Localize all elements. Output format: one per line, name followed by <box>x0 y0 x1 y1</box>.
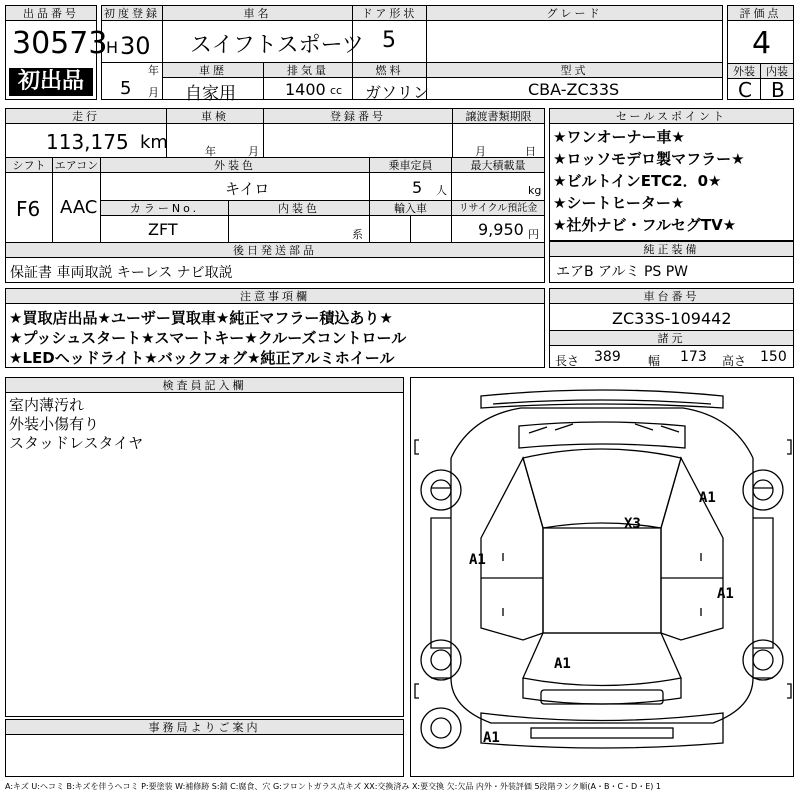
fuel-value: ガソリン <box>365 83 430 102</box>
inspector-box <box>5 377 404 717</box>
car-diagram-box <box>410 377 794 777</box>
capacity-label: 乗車定員 <box>370 158 451 173</box>
damage-mark: A1 <box>469 552 486 568</box>
damage-mark: A1 <box>699 490 716 506</box>
sales-point-item: ★ワンオーナー車★ <box>553 128 685 146</box>
load-unit: kg <box>528 184 542 197</box>
note-line: ★LEDヘッドライト★バックフォグ★純正アルミホイール <box>9 349 395 367</box>
sales-point-item: ★ロッソモデロ製マフラー★ <box>553 150 745 168</box>
door-value: 5 <box>382 28 396 53</box>
later-value: 保証書 車両取説 キーレス ナビ取説 <box>10 265 233 281</box>
door-label: ドア形状 <box>353 6 426 21</box>
load-label: 最大積載量 <box>452 158 544 173</box>
history-value: 自家用 <box>185 84 236 104</box>
inspector-line: 外装小傷有り <box>9 415 100 433</box>
height-value: 150 <box>760 349 787 365</box>
legend: A:キズ U:ヘコミ B:キズを伴うヘコミ P:要塗装 W:補修跡 S:錆 C:腐食、穴 G:フロントガラス点キズ XX:交換済み X:要交換 欠:欠品 内外・外装評価 5段階ランク順(A・B・C・D・E) 1 <box>5 782 662 791</box>
aircon-value: AAC <box>60 197 98 218</box>
color-value: キイロ <box>225 180 270 198</box>
damage-mark: A1 <box>483 730 500 746</box>
grade-label: グレード <box>427 6 722 21</box>
note-line: ★プッシュスタート★スマートキー★クルーズコントロール <box>9 329 407 347</box>
reg-era: H <box>106 38 119 57</box>
recycle-unit: 円 <box>528 228 539 241</box>
reg-month: 5 <box>120 78 132 99</box>
office-box <box>5 719 404 777</box>
sales-point-item: ★ビルトインETC2．0★ <box>553 172 722 190</box>
lot-label: 出品番号 <box>6 6 96 21</box>
color-label: 外装色 <box>101 158 369 173</box>
capacity-value: 5 <box>412 178 423 197</box>
inspector-list <box>9 396 143 453</box>
sales-point-item: ★シートヒーター★ <box>553 194 685 212</box>
inspection-month-unit: 月 <box>248 145 259 158</box>
interior-label: 内装 <box>761 64 793 79</box>
transfer-month-unit: 月 <box>475 145 486 158</box>
inspection-year-unit: 年 <box>205 145 216 158</box>
notes-label: 注意事項欄 <box>6 289 544 304</box>
displacement-unit: cc <box>330 84 343 97</box>
import-label: 輸入車 <box>370 201 451 216</box>
plate-label: 登録番号 <box>264 109 452 124</box>
shift-value: F6 <box>16 197 41 221</box>
car-name-label: 車名 <box>163 6 352 21</box>
damage-mark: A1 <box>717 586 734 602</box>
interior-value: B <box>771 78 785 102</box>
notes-list <box>9 308 406 368</box>
office-label: 事務局よりご案内 <box>6 720 403 735</box>
later-label: 後日発送部品 <box>6 243 544 258</box>
first-listing-badge: 初出品 <box>9 68 93 96</box>
car-name: スイフトスポーツ <box>190 33 364 58</box>
transfer-label: 譲渡書類期限 <box>453 109 544 124</box>
genuine-box <box>549 241 794 283</box>
recycle-value: 9,950 <box>478 220 524 239</box>
note-line: ★買取店出品★ユーザー買取車★純正マフラー積込あり★ <box>9 309 393 327</box>
notes-box <box>5 288 545 368</box>
color-no-label: カラーNo. <box>101 201 228 216</box>
exterior-label: 外装 <box>728 64 760 79</box>
inspection-label: 車検 <box>167 109 263 124</box>
length-value: 389 <box>594 349 621 365</box>
inspector-label: 検査員記入欄 <box>6 378 403 393</box>
lot-box <box>5 5 108 100</box>
sales-point-item: ★社外ナビ・フルセグTV★ <box>553 216 737 234</box>
capacity-unit: 人 <box>436 184 447 197</box>
score-value: 4 <box>752 26 772 61</box>
aircon-label: エアコン <box>54 159 99 172</box>
score-label: 評価点 <box>728 6 793 21</box>
interior-color-label: 内装色 <box>229 201 369 216</box>
genuine-label: 純正装備 <box>550 242 793 257</box>
chassis-label: 車台番号 <box>550 289 793 304</box>
width-label: 幅 <box>648 354 661 368</box>
color-no-value: ZFT <box>148 220 178 239</box>
mileage-unit: km <box>140 132 168 153</box>
inspector-line: スタッドレスタイヤ <box>9 434 144 452</box>
mileage-value: 113,175 <box>46 130 129 154</box>
sales-points-list <box>553 126 745 236</box>
displacement-value: 1400 <box>285 80 326 99</box>
fuel-label: 燃料 <box>353 63 426 78</box>
spec-label: 諸元 <box>550 331 793 346</box>
sales-points-label: セールスポイント <box>550 109 793 124</box>
shift-label: シフト <box>6 158 52 173</box>
lot-number: 30573 <box>12 26 108 61</box>
mileage-label: 走行 <box>6 109 166 124</box>
score-box <box>727 5 794 100</box>
genuine-value: エアB アルミ PS PW <box>556 264 689 280</box>
car-diagram <box>411 378 793 776</box>
model-value: CBA-ZC33S <box>528 80 620 99</box>
reg-year: 30 <box>120 32 151 60</box>
inspector-line: 室内薄汚れ <box>9 396 85 414</box>
sales-points-box <box>549 108 794 241</box>
reg-year-unit: 年 <box>148 64 159 77</box>
damage-mark: X3 <box>624 516 641 532</box>
width-value: 173 <box>680 349 707 365</box>
reg-month-unit: 月 <box>148 86 159 99</box>
recycle-label: リサイクル預託金 <box>452 201 544 216</box>
reg-label: 初度登録 <box>104 7 160 20</box>
length-label: 長さ <box>555 354 580 368</box>
exterior-value: C <box>738 78 752 102</box>
interior-color-unit: 系 <box>352 228 363 241</box>
displacement-label: 排気量 <box>264 63 352 78</box>
chassis-value: ZC33S-109442 <box>612 309 732 328</box>
height-label: 高さ <box>722 354 747 368</box>
transfer-day-unit: 日 <box>525 145 536 158</box>
damage-mark: A1 <box>554 656 571 672</box>
model-label: 型式 <box>427 63 722 78</box>
chassis-box <box>549 288 794 368</box>
history-label: 車歴 <box>163 63 263 78</box>
